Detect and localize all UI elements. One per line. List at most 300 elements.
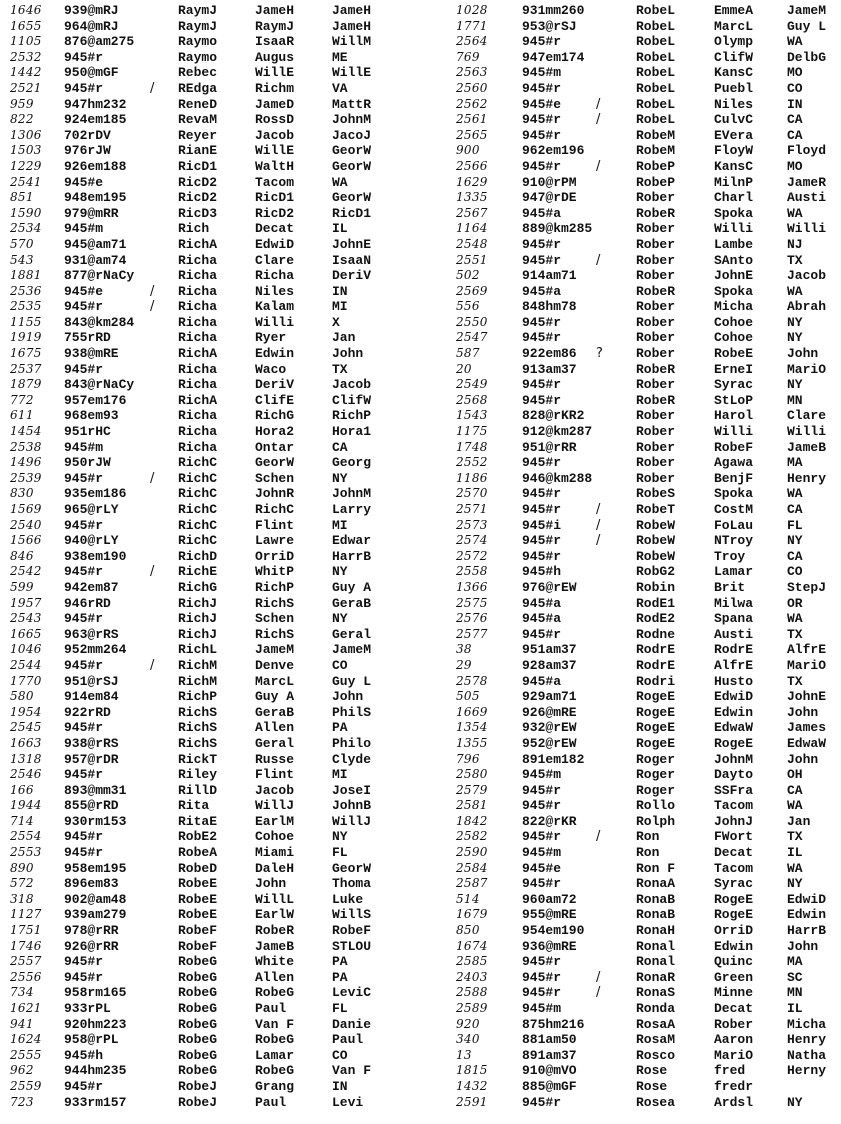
field-1: RichJ: [178, 611, 218, 627]
field-2: Cohoe: [714, 314, 754, 330]
field-1: RobeE: [178, 891, 218, 907]
handwritten-number: 1175: [456, 424, 488, 439]
handwritten-number: 1748: [456, 439, 488, 454]
record-row: [2, 564, 422, 580]
field-1: RonaH: [636, 923, 676, 939]
record-code: 945#e: [522, 96, 562, 112]
record-code: 945#h: [64, 1047, 104, 1063]
field-3: IL: [787, 1001, 803, 1016]
record-code: 946@km288: [522, 470, 593, 486]
field-3: CA: [332, 439, 348, 455]
record-row: [2, 783, 422, 799]
record-row: [432, 346, 841, 362]
handwritten-number: 1164: [456, 221, 488, 236]
record-code: 948em195: [64, 190, 127, 206]
field-3: Jan: [787, 813, 811, 829]
field-2: Green: [714, 969, 754, 985]
field-1: RobeW: [636, 517, 676, 533]
handwritten-number: 2546: [10, 767, 42, 782]
field-1: RicD1: [178, 158, 218, 174]
field-3: TX: [787, 829, 803, 845]
field-1: Raymo: [178, 49, 218, 65]
handwritten-number: 556: [456, 299, 480, 314]
record-code: 945#r: [522, 985, 562, 1001]
handwritten-number: 734: [10, 985, 34, 1000]
field-2: RichS: [255, 595, 295, 611]
field-1: Rollo: [636, 798, 676, 814]
field-1: Rich: [178, 221, 210, 237]
record-row: [2, 1032, 422, 1048]
field-1: RobeP: [636, 174, 676, 190]
record-row: [2, 798, 422, 814]
record-code: 945#e: [522, 860, 562, 876]
field-1: Rober: [636, 377, 676, 393]
handwritten-number: 1621: [10, 1001, 42, 1015]
field-3: WillE: [332, 65, 372, 81]
handwritten-number: 1155: [10, 314, 42, 329]
field-3: Levi: [332, 1094, 364, 1110]
record-row: [2, 408, 422, 424]
record-row: [2, 627, 422, 643]
record-row: [432, 1063, 841, 1079]
handwritten-number: 1127: [10, 907, 42, 922]
field-2: Cohoe: [255, 829, 295, 845]
record-code: 924em185: [64, 112, 127, 128]
record-code: 945#r: [64, 1078, 104, 1094]
handwritten-number: 2551: [456, 252, 488, 267]
field-1: RobeS: [636, 486, 676, 502]
field-3: JameM: [332, 642, 372, 658]
record-row: [2, 299, 422, 315]
handwritten-number: 2539: [10, 470, 42, 485]
record-code: 942em87: [64, 579, 119, 595]
record-code: 945#e: [64, 174, 104, 190]
hand-mark: /: [150, 283, 155, 299]
record-code: 945#e: [64, 283, 104, 299]
field-1: Rober: [636, 299, 676, 315]
field-2: DeriV: [255, 377, 295, 393]
field-3: NY: [332, 611, 348, 627]
handwritten-number: 2545: [10, 720, 42, 735]
field-1: RobeR: [636, 283, 676, 299]
field-2: Decat: [714, 845, 754, 861]
field-1: RogeE: [636, 735, 676, 751]
handwritten-number: 2576: [456, 611, 488, 626]
record-row: [432, 440, 841, 456]
field-1: RaymJ: [178, 3, 218, 18]
record-code: 947@rDE: [522, 190, 577, 206]
record-code: 702rDV: [64, 127, 111, 143]
record-code: 951rHC: [64, 424, 111, 440]
field-1: RonaB: [636, 891, 676, 907]
field-3: Natha: [787, 1047, 827, 1063]
field-2: MarcL: [714, 18, 754, 34]
field-1: RianE: [178, 143, 218, 159]
field-3: PhilS: [332, 704, 372, 720]
field-3: PA: [332, 954, 348, 970]
field-3: NY: [787, 377, 803, 393]
field-3: DelbG: [787, 49, 827, 65]
field-2: RodrE: [714, 642, 754, 658]
handwritten-number: 2589: [456, 1001, 488, 1015]
record-code: 945#r: [522, 782, 562, 798]
field-2: Rober: [714, 1016, 754, 1032]
field-3: Thoma: [332, 876, 372, 892]
record-row: [2, 34, 422, 50]
record-code: 926em188: [64, 158, 127, 174]
handwritten-number: 846: [10, 548, 34, 563]
record-row: [2, 611, 422, 627]
field-2: StLoP: [714, 392, 754, 408]
field-3: Floyd: [787, 143, 827, 159]
handwritten-number: 2579: [456, 782, 488, 797]
record-row: [432, 502, 841, 518]
field-1: RevaM: [178, 112, 218, 128]
field-3: CO: [332, 1047, 348, 1063]
record-row: [2, 206, 422, 222]
field-3: LeviC: [332, 985, 372, 1001]
field-1: RodrE: [636, 642, 676, 658]
record-row: [432, 393, 841, 409]
field-3: JameR: [787, 174, 827, 190]
field-2: Spoka: [714, 486, 754, 502]
field-2: Willi: [714, 424, 754, 440]
record-row: [432, 81, 841, 97]
record-code: 945#r: [522, 876, 562, 892]
field-1: RobeL: [636, 3, 676, 18]
handwritten-number: 1318: [10, 751, 42, 766]
handwritten-number: 2590: [456, 845, 488, 860]
field-2: WhitP: [255, 564, 295, 580]
field-2: Lambe: [714, 236, 754, 252]
field-1: Rober: [636, 439, 676, 455]
record-row: [432, 845, 841, 861]
field-1: Rober: [636, 221, 676, 237]
field-2: Clare: [255, 252, 295, 268]
field-1: RicD2: [178, 174, 218, 190]
record-code: 940@rLY: [64, 533, 119, 549]
record-code: 965@rLY: [64, 502, 119, 517]
field-1: RichE: [178, 564, 218, 580]
field-2: EdwaW: [714, 720, 754, 736]
field-1: RobeL: [636, 49, 676, 65]
field-2: Puebl: [714, 80, 754, 96]
record-row: [432, 128, 841, 144]
record-row: [2, 455, 422, 471]
handwritten-number: 1432: [456, 1078, 488, 1093]
field-3: CO: [332, 657, 348, 673]
record-row: [2, 1048, 422, 1064]
field-2: RichC: [255, 502, 295, 517]
field-2: EdwiD: [714, 689, 754, 705]
record-code: 954em190: [522, 923, 585, 939]
field-3: TX: [787, 626, 803, 642]
field-2: White: [255, 954, 295, 970]
record-code: 947hm232: [64, 96, 127, 112]
field-1: RobeL: [636, 65, 676, 81]
record-row: [2, 1079, 422, 1095]
handwritten-number: 2588: [456, 985, 488, 1000]
record-code: 958rm165: [64, 985, 127, 1001]
handwritten-number: 2543: [10, 611, 42, 626]
field-2: FoLau: [714, 517, 754, 533]
field-1: RobeG: [178, 1001, 218, 1016]
field-1: RobeL: [636, 18, 676, 34]
record-code: 912@km287: [522, 424, 593, 440]
field-1: RobeL: [636, 112, 676, 128]
field-2: fred: [714, 1063, 746, 1079]
handwritten-number: 2558: [456, 564, 488, 579]
field-1: RosaM: [636, 1032, 676, 1048]
record-row: [432, 814, 841, 830]
record-code: 968em93: [64, 408, 119, 424]
field-3: Paul: [332, 1032, 364, 1048]
record-row: [432, 237, 841, 253]
field-2: WillE: [255, 65, 295, 81]
field-2: JohnJ: [714, 813, 754, 829]
field-1: RitaE: [178, 813, 218, 829]
record-row: [2, 268, 422, 284]
record-row: [2, 985, 422, 1001]
record-row: [432, 65, 841, 81]
record-row: [432, 674, 841, 690]
field-3: MA: [787, 455, 803, 471]
handwritten-number: 611: [10, 408, 34, 423]
record-row: [432, 642, 841, 658]
record-row: [2, 1095, 422, 1111]
field-3: MN: [787, 985, 803, 1001]
record-code: 945#r: [522, 314, 562, 330]
field-2: Guy A: [255, 689, 295, 705]
record-row: [2, 393, 422, 409]
field-3: CA: [787, 112, 803, 128]
field-2: EarlM: [255, 813, 295, 829]
record-code: 945#r: [522, 455, 562, 471]
record-code: 938em190: [64, 548, 127, 564]
handwritten-number: 2544: [10, 657, 42, 672]
record-code: 951@rRR: [522, 439, 577, 455]
field-3: RichP: [332, 408, 372, 424]
record-code: 822@rKR: [522, 813, 577, 829]
record-code: 955@mRE: [522, 907, 577, 923]
handwritten-number: 2552: [456, 455, 488, 470]
record-row: [432, 3, 841, 19]
field-1: Richa: [178, 299, 218, 315]
field-2: RichP: [255, 579, 295, 595]
field-1: RobeG: [178, 969, 218, 985]
field-3: Herny: [787, 1063, 827, 1079]
field-3: NY: [332, 470, 348, 486]
record-row: [432, 1048, 841, 1064]
field-2: OrriD: [714, 923, 754, 939]
field-2: Decat: [714, 1001, 754, 1016]
field-3: JohnM: [332, 112, 372, 128]
field-1: RobeL: [636, 96, 676, 112]
record-row: [432, 455, 841, 471]
record-code: 945#r: [522, 626, 562, 642]
field-3: GeorW: [332, 190, 372, 206]
record-row: [2, 705, 422, 721]
record-row: [432, 736, 841, 752]
field-2: SSFra: [714, 782, 754, 798]
record-code: 913am37: [522, 361, 577, 377]
field-3: ClifW: [332, 392, 372, 408]
field-3: MI: [332, 767, 348, 783]
field-1: RichC: [178, 470, 218, 486]
record-row: [2, 752, 422, 768]
field-3: WA: [332, 174, 348, 190]
field-3: NY: [787, 1094, 803, 1110]
field-1: RobeD: [178, 860, 218, 876]
hand-mark: /: [596, 517, 601, 533]
field-1: RobeF: [178, 938, 218, 954]
field-1: RobeG: [178, 1016, 218, 1032]
field-3: IL: [787, 845, 803, 861]
field-1: Rodne: [636, 626, 676, 642]
field-1: Rober: [636, 408, 676, 424]
handwritten-number: 2556: [10, 969, 42, 984]
record-row: [2, 876, 422, 892]
field-2: RogeE: [714, 891, 754, 907]
hand-mark: /: [596, 158, 601, 174]
handwritten-number: 2550: [456, 314, 488, 329]
field-2: Willi: [255, 314, 295, 330]
record-row: [2, 502, 422, 518]
field-1: RonaS: [636, 985, 676, 1001]
field-2: Syrac: [714, 377, 754, 393]
field-1: RobeM: [636, 143, 676, 159]
field-1: Richa: [178, 283, 218, 299]
hand-mark: ?: [596, 346, 603, 362]
record-row: [432, 705, 841, 721]
field-2: EarlW: [255, 907, 295, 923]
field-2: Paul: [255, 1094, 287, 1110]
field-3: JohnB: [332, 798, 372, 814]
field-3: MA: [787, 954, 803, 970]
field-2: ClifE: [255, 392, 295, 408]
handwritten-number: 29: [456, 657, 472, 672]
field-1: Rober: [636, 236, 676, 252]
field-2: Lamar: [714, 564, 754, 580]
handwritten-number: 1815: [456, 1063, 488, 1078]
handwritten-number: 1771: [456, 18, 488, 33]
field-3: VA: [332, 80, 348, 96]
field-1: Rober: [636, 455, 676, 471]
field-3: Georg: [332, 455, 372, 471]
record-row: [2, 861, 422, 877]
handwritten-number: 2584: [456, 860, 488, 875]
record-code: 885@mGF: [522, 1078, 577, 1094]
field-3: MI: [332, 517, 348, 533]
field-3: X: [332, 314, 340, 330]
record-row: [432, 985, 841, 1001]
record-row: [432, 221, 841, 237]
field-1: RichS: [178, 735, 218, 751]
field-1: RobeM: [636, 127, 676, 143]
record-row: [2, 518, 422, 534]
handwritten-number: 2574: [456, 533, 488, 548]
handwritten-number: 2573: [456, 517, 488, 532]
record-row: [432, 689, 841, 705]
record-row: [432, 658, 841, 674]
record-code: 958em195: [64, 860, 127, 876]
field-3: WA: [787, 486, 803, 502]
field-3: EdwiD: [787, 891, 827, 907]
field-3: TX: [787, 252, 803, 268]
handwritten-number: 1355: [456, 735, 488, 750]
handwritten-number: 714: [10, 813, 34, 828]
handwritten-number: 2581: [456, 798, 488, 813]
field-2: RichG: [255, 408, 295, 424]
record-row: [2, 19, 422, 35]
field-1: Richa: [178, 268, 218, 284]
handwritten-number: 13: [456, 1047, 472, 1062]
handwritten-number: 2538: [10, 439, 42, 454]
field-3: JohnE: [332, 236, 372, 252]
record-code: 945#r: [522, 502, 562, 517]
field-2: Olymp: [714, 34, 754, 50]
handwritten-number: 1454: [10, 424, 42, 439]
handwritten-number: 2554: [10, 829, 42, 844]
record-row: [2, 580, 422, 596]
field-3: John: [787, 751, 819, 767]
field-1: RobeR: [636, 205, 676, 221]
field-1: REdga: [178, 80, 218, 96]
handwritten-number: 587: [456, 346, 480, 361]
record-code: 962em196: [522, 143, 585, 159]
record-row: [2, 658, 422, 674]
handwritten-number: 2591: [456, 1094, 488, 1109]
handwritten-number: 2541: [10, 174, 42, 189]
handwritten-number: 2575: [456, 595, 488, 610]
record-row: [432, 876, 841, 892]
record-row: [432, 1079, 841, 1095]
handwritten-number: 166: [10, 782, 34, 797]
handwritten-number: 830: [10, 486, 34, 501]
field-2: Hora2: [255, 424, 295, 440]
field-3: NY: [332, 829, 348, 845]
record-code: 945#r: [522, 236, 562, 252]
field-1: Ron F: [636, 860, 676, 876]
record-code: 910@mVO: [522, 1063, 577, 1079]
field-3: MO: [787, 158, 803, 174]
record-row: [2, 767, 422, 783]
record-row: [432, 954, 841, 970]
field-2: Schen: [255, 611, 295, 627]
field-2: GeorW: [255, 455, 295, 471]
field-3: John: [332, 689, 364, 705]
record-code: 947em174: [522, 49, 585, 65]
handwritten-number: 1674: [456, 938, 488, 953]
record-code: 976rJW: [64, 143, 111, 159]
field-1: RichC: [178, 517, 218, 533]
hand-mark: /: [150, 470, 155, 486]
field-1: Riley: [178, 767, 218, 783]
record-code: 945#r: [64, 767, 104, 783]
field-1: Richa: [178, 408, 218, 424]
record-code: 952@rEW: [522, 735, 577, 751]
field-2: Schen: [255, 470, 295, 486]
field-3: WA: [787, 34, 803, 50]
record-row: [432, 50, 841, 66]
record-row: [2, 533, 422, 549]
field-3: Henry: [787, 470, 827, 486]
record-code: 945#m: [522, 1001, 562, 1016]
field-2: Aaron: [714, 1032, 754, 1048]
field-1: RonaR: [636, 969, 676, 985]
record-code: 945#r: [522, 252, 562, 268]
field-3: Henry: [787, 1032, 827, 1048]
